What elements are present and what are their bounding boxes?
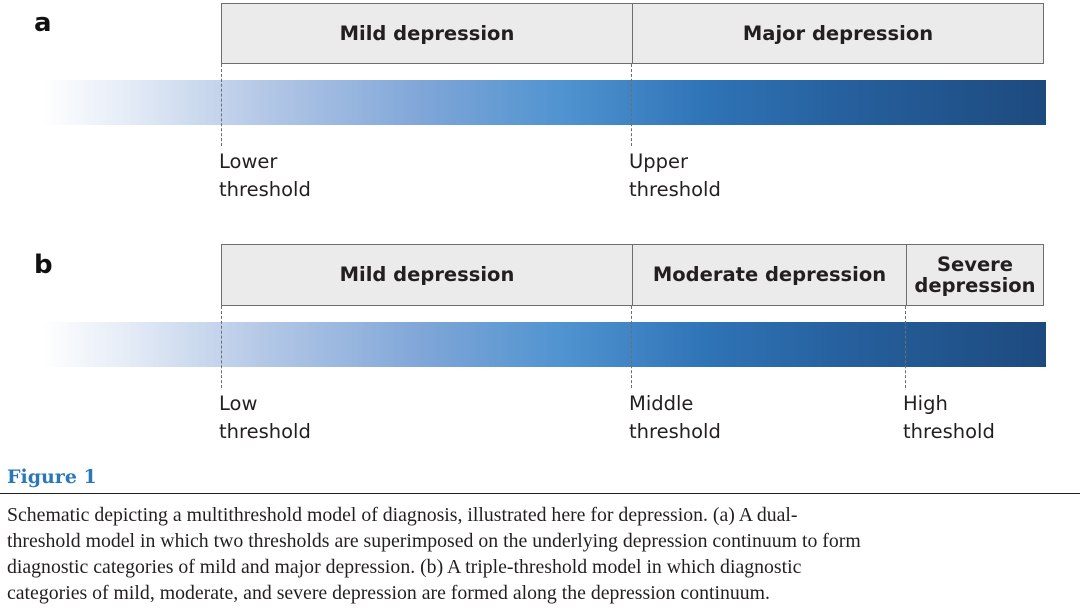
panel-b-continuum-bar bbox=[42, 322, 1046, 367]
figure-caption bbox=[7, 502, 1079, 606]
panel-b-category-severe-line2: depression bbox=[914, 274, 1036, 297]
panel-b-category-severe-line1: Severe bbox=[936, 252, 1014, 276]
panel-a-upper-threshold-label bbox=[629, 148, 721, 204]
caption-line-3: diagnostic categories of mild and major depression. (b) A triple-threshold model in which diagnostic bbox=[7, 556, 802, 578]
figure-title: Figure 1 bbox=[7, 466, 97, 488]
panel-b-category-mild: Mild depression bbox=[339, 263, 515, 287]
panel-b-high-threshold-line2: threshold bbox=[903, 420, 995, 443]
panel-b-middle-threshold-line2: threshold bbox=[629, 420, 721, 443]
panel-a-lower-threshold-tick bbox=[221, 64, 222, 146]
caption-line-1: Schematic depicting a multithreshold model of diagnosis, illustrated here for depression. (a) A dual- bbox=[7, 504, 798, 526]
panel-b-category-severe bbox=[906, 245, 1043, 305]
panel-b-category-moderate: Moderate depression bbox=[632, 245, 906, 305]
panel-a-lower-threshold-line1: Lower bbox=[219, 150, 278, 173]
caption-divider bbox=[0, 493, 1080, 494]
panel-a-upper-threshold-line1: Upper bbox=[629, 150, 689, 173]
panel-b-category-row bbox=[221, 244, 1044, 306]
panel-a-category-row bbox=[221, 3, 1044, 64]
panel-a-lower-threshold-line2: threshold bbox=[219, 178, 311, 201]
panel-a-letter: a bbox=[34, 8, 52, 38]
panel-b-high-threshold-tick bbox=[905, 306, 906, 388]
panel-a-upper-threshold-line2: threshold bbox=[629, 178, 721, 201]
panel-a-category-mild: Mild depression bbox=[339, 21, 515, 45]
panel-b-letter: b bbox=[34, 250, 53, 280]
caption-line-4: categories of mild, moderate, and severe depression are formed along the depression continuum. bbox=[7, 582, 770, 604]
panel-a-category-major: Major depression bbox=[632, 4, 1043, 63]
caption-line-2: threshold model in which two thresholds are superimposed on the underlying depression continuum to form bbox=[7, 530, 861, 552]
panel-b-high-threshold-label bbox=[903, 390, 995, 446]
panel-b-middle-threshold-tick bbox=[631, 306, 632, 388]
panel-a-lower-threshold-label bbox=[219, 148, 311, 204]
panel-b-low-threshold-line2: threshold bbox=[219, 420, 311, 443]
panel-b-middle-threshold-line1: Middle bbox=[629, 392, 694, 415]
panel-b-low-threshold-label bbox=[219, 390, 311, 446]
panel-a-upper-threshold-tick bbox=[631, 64, 632, 146]
panel-b-low-threshold-tick bbox=[221, 306, 222, 388]
panel-b-middle-threshold-label bbox=[629, 390, 721, 446]
panel-a-continuum-bar bbox=[42, 80, 1046, 125]
panel-b-high-threshold-line1: High bbox=[903, 392, 948, 415]
panel-b-low-threshold-line1: Low bbox=[219, 392, 258, 415]
